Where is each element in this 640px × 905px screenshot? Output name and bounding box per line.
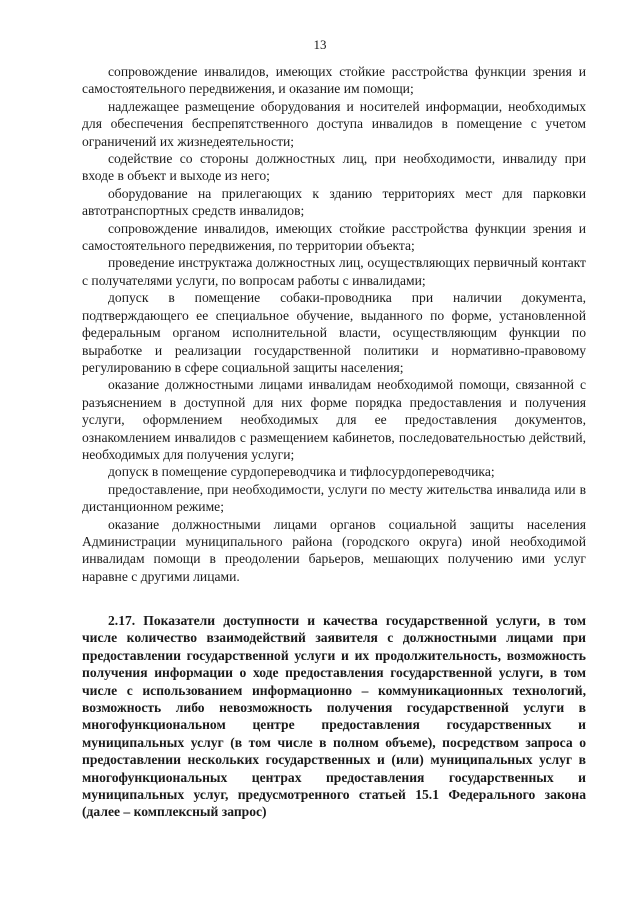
paragraph: надлежащее размещение оборудования и носителей информации, необходимых для обеспечения беспрепятственного доступа инвалидов в помещение с учетом ограничений их жизнедеятельности;	[82, 98, 586, 149]
paragraph: оказание должностными лицами инвалидам необходимой помощи, связанной с разъяснением в доступной для них форме порядка предоставления и получения услуги, оформлением необходимых для ее предоставления документов, ознакомлением инвалидов с размещением кабинетов, последовательностью действий, необходимых для получения услуги;	[82, 377, 586, 462]
paragraph: сопровождение инвалидов, имеющих стойкие расстройства функции зрения и самостоятельного передвижения, и оказание им помощи;	[82, 64, 586, 97]
section-heading: 2.17. Показатели доступности и качества государственной услуги, в том числе количество взаимодействий заявителя с должностными лицами при предоставлении государственной услуги и их продолжительность, возможность получения информации о ходе предоставления государственной услуги, в том числе с использованием информационно – коммуникационных технологий, возможность либо невозможность получения государственной услуги в многофункциональном центре предоставления государственных и муниципальных услуг (в том числе в полном объеме), посредством запроса о предоставлении нескольких государственных и (или) муниципальных услуг в многофункциональных центрах предоставления государственных и муниципальных услуг, предусмотренного статьей 15.1 Федерального закона (далее – комплексный запрос)	[82, 613, 586, 820]
paragraph: сопровождение инвалидов, имеющих стойкие расстройства функции зрения и самостоятельного передвижения, по территории объекта;	[82, 220, 586, 254]
paragraph: допуск в помещение сурдопереводчика и тифлосурдопереводчика;	[108, 464, 495, 480]
paragraph: предоставление, при необходимости, услуги по месту жительства инвалида или в дистанционном режиме;	[82, 481, 586, 515]
body-text	[82, 63, 586, 585]
paragraph: оказание должностными лицами органов социальной защиты населения Администрации муниципального района (городского округа) иной необходимой инвалидам помощи в преодолении барьеров, мешающих получению ими услуг наравне с другими лицами.	[82, 516, 586, 584]
page-number: 13	[313, 37, 327, 52]
paragraph: оборудование на прилегающих к зданию территориях мест для парковки автотранспортных средств инвалидов;	[82, 185, 586, 219]
paragraph: содействие со стороны должностных лиц, при необходимости, инвалиду при входе в объект и выходе из него;	[82, 151, 586, 184]
paragraph: допуск в помещение собаки-проводника при наличии документа, подтверждающего ее специальное обучение, выданного по форме, установленной федеральным органом исполнительной власти, осуществляющим функции по выработке и реализации государственной политики и нормативно-правовому регулированию в сфере социальной защиты населения;	[82, 290, 586, 375]
paragraph: проведение инструктажа должностных лиц, осуществляющих первичный контакт с получателями услуги, по вопросам работы с инвалидами;	[82, 255, 586, 288]
